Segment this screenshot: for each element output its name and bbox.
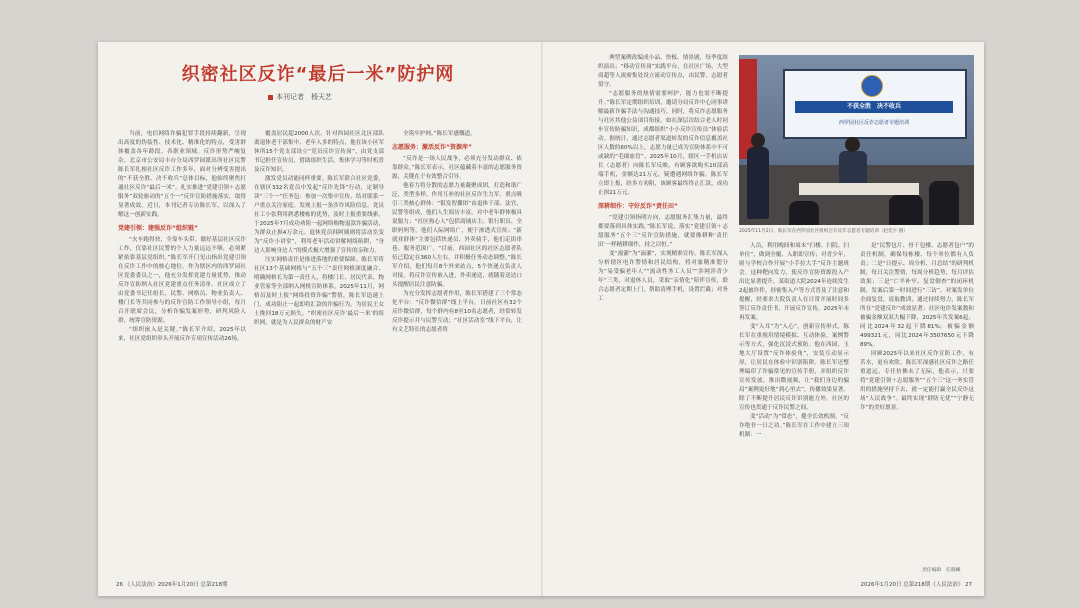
text-column-4: [598, 54, 728, 570]
editor-credit: 责任编辑 任晓曦: [922, 568, 961, 573]
paragraph: “党建引领指明方向，志愿服务汇集力量，最终都要落到具体实践。”陈长军说，落实“党建引领＋志愿服务”五个三“反诈宣防措施，就要像耕种‘责任田’一样精耕细作，持之以恒。”: [598, 215, 728, 248]
photo-screen-subtitle: 西罗园社区反诈志愿者专题培训: [838, 120, 909, 126]
paragraph: 全筑牢护网。”陈长军感慨道。: [403, 131, 476, 137]
paragraph: 激发党员动能同样重要。陈长军联合社区党委，在辖区332名党员中发起“反诈先锋”行动，定制导读“三个一”任务包：参加一次集中宣传、结对联系一户重点关注家庭、发现上报一条涉诈风险信息。党员社工小张利用熟悉楼栋的优势，及时上报重要线索，于2025年7月成功劝阻一起网络购物退款诈骗活动，为群众止损4万余元。退休党员韩阿姨则将活动室变为“反诈小讲堂”，利用老年活动讲解网络陷阱，“身边人影响身边人”的模式极大增强了宣传的亲和力。: [254, 176, 384, 254]
byline: [268, 92, 332, 102]
paragraph: 压实网格责任是推进落地的重要保障。陈长军将社区13个基础网格与“五个三”责任网格深度融合，明确网格长为第一责任人，将楼门长、居民代表、物业管家等全部纳入网格宣防体系。2025年11月，网格员及时上报“网络投资诈骗”警情，陈长军迅速上门，成功阻止一起即将汇款的诈骗行为。为居民王女士挽回18万元损失。“织密社区反诈‘最后一米’的组织网，就是为人民群众的财产安: [254, 257, 384, 326]
right-page-folio: 2026年1月20日 总第218期《人民法治》 27: [860, 582, 972, 588]
section-heading: 志愿服务：激活反诈“资源库”: [392, 144, 472, 151]
section-heading: 深耕细作：守好反诈“责任田”: [598, 203, 678, 210]
police-emblem-icon: [861, 75, 883, 97]
article-title: 织密社区反诈“最后一米”防护网: [181, 64, 455, 85]
paragraph: 覆盖居民超2000人次。针对西园社区北区部队离退休老干部集中、老年人多的特点，他在该小区军休所15个党支部设立“党员反诈宣传岗”，由党支部书记担任宣传员，借助组织生活、集体学习等时机普及反诈知识。: [254, 131, 384, 173]
section-heading: 党建引领：建强反诈“组织链”: [118, 225, 198, 232]
photo-banner: 不获全胜 决不收兵: [795, 101, 953, 113]
paragraph: 典型案例改编成小品、快板、情景剧，每季度组织演出；“移动宣传岗”实践平台，在社区广场、大型商超等人流密集处设立流动宣传点，由民警、志愿者值守。: [598, 55, 728, 88]
byline-text: 本刊记者 杨天艺: [276, 93, 332, 101]
officer-left-head: [751, 133, 765, 148]
paragraph: 变“漫灌”为“滴灌”，实现精准宣传。陈长军深入分析辖区电诈警情和居民结构，将对象精准划分为“易受骗老年人”“流动性务工人员”“涉网涉青少年”三类，对退休人员，采取“亲情化”陪伴宣传，联合志愿者定期上门，帮助清理手机，设置拦截；对务工: [598, 251, 728, 302]
paragraph: “组织嵌入是关键。”陈长军介绍，2025年以来，社区党组织牵头开展反诈专项宣传活动26场，: [118, 327, 246, 342]
byline-marker-icon: [268, 95, 273, 100]
paragraph: 为充分发挥志愿者作用，陈长军搭建了三个常态化平台：“反诈微信群”线上平台，日前社区有32个反诈微信群，每个群内有8至10名志愿者，经常转发反诈提示并与民警互动；“社区活动室”线下平台，让有文艺特长的志愿者将: [392, 291, 522, 333]
paragraph: 人员，利用晚间和周末“扫楼、扫院、扫单位”，做到全覆、入职即宣传；对青少年，则与学校合作开展“小手拉大手”反诈主题班会。这种靶向发力，使反诈宣防资源投入产出比显著提升。某街道大院2024年连续发生2起被诈件，经密集入户等方式普及了注意和提醒，经要求大院负责人在日常开展时间多签订反诈责任书，开展反诈宣传，2025年未再发案。: [739, 243, 849, 321]
officer-left: [747, 147, 769, 219]
paragraph: 当前，电信网络诈骗犯罪手段持续翻新，呈现出高度的伪装性、技术化、精准化的特点，受害群体覆盖各年龄段、各职业领域。反诈形势严峻复杂。北京市公安局丰台分局西罗园派出所社区民警陈长军扎根社区反诈工作多年，面对分辨受害提出的“不获全胜、决不收兵”总体目标，他始终聚焦打通社区反诈“最后一米”。扎实推进“党建引领＋志愿服务”双轮驱动的“五个一”反诈宣防措施落实，取得显著成效。近日，本刊记者专访陈长军，以深入了解这一创新实践。: [118, 131, 246, 218]
paragraph: 变“活动”为“常态”，健全长效机制。“反诈绝非一日之功。”陈长军在工作中建立三项机制：一: [739, 414, 849, 438]
paragraph: 他着力将分散的志愿力量凝聚成团，打造和谐广泛、类型多样、作用互补的社区反诈生力军。重点吸引三类核心群体：“银发智囊团”由退休干部、法官、民警等组成，他们人生阅历丰富，对中老年群体极具说服力；“社区热心人”包括商铺店主、银行职员、全职妈妈等，他们人际网络广，便于渗透式宣传；“新就业群体”主要包括快递员、外卖骑手，他们走街串巷、服务范围广。“目前，西园社区的社区志愿者队伍已稳定在360人左右，并积极任务动态调整。”陈长军介绍，他们每月8个外来站点，5个快递点负责人对接，将反诈宣传嵌入进，外卖递送，就随着送达口头提醒居民注意防骗。: [392, 183, 522, 288]
page-fold: [541, 42, 543, 596]
text-column-6: [860, 242, 974, 562]
paragraph: “火车跑得快，全靠车头带。做好基层社区反诈工作，仅靠社区民警的个人力量远远不够，必须紧紧依靠基层党组织。”陈长军开门见山指出党建引领在反诈工作中的核心地位。作为辖区内的西罗园社区党委委员之一，他充分发挥党建力量优势，推动反诈宣防纳入社区党建重点任务清单。社区成立了由党委书记任组长，民警、网格员、物业负责人、楼门长等共同参与的反诈宣防工作领导小组，每月召开联席会议，分析诈骗发案形势，研判风险人群，统筹宣防资源。: [118, 237, 246, 324]
magazine-spread: [98, 42, 984, 596]
left-page-folio: 26 《人民法治》2026年1月20日 总第218期: [116, 582, 228, 588]
text-column-3: [392, 130, 522, 570]
paragraph: 回顾2025年以来社区反诈宣防工作，有苦水，更有欢欣。陈长军深感社区反诈之路任重道远，专任仿佛未了无际，他表示，只要将“党建引领＋志愿服务”“五个三”这一务实管用的措施坚持下去，就一定能打赢全民反诈这场“人民战争”，最终实现“群防无忧”“宁静无诈”的美好愿景。: [860, 351, 974, 411]
paragraph: “志愿服务的热情需要呵护，能力也需不断提升。”陈长军定期组织培训，邀请分局反诈中心同事讲解最新诈骗手法与沟通技巧。同时，将反诈志愿服务与社区其他公益项目衔接，如在深层次结合老人时同步宣传防骗知识，成都组织“小小反诈宣传员”体验活动。据统计，通过志愿者渠道转发的反诈信息覆盖社区人数的60%以上，志愿力量已成为宣防体系中不可或缺的“毛细血管”。2025年10月，辖区一手机店店长（志愿者）向陈长军反映，有顾客欲购买10部高端手机，金额达21万元，疑遭遇网络诈骗。陈长军立即上报，经多方劝阻，该顾客最终终止汇款，成功止损21万元。: [598, 91, 728, 196]
audience-member: [929, 181, 959, 225]
photo-caption: 2025年11月2日，陈长军在西罗园社区组织召开反诈志愿者专题培训（赵佳宇 摄）: [739, 229, 908, 234]
text-column-1: [118, 130, 246, 570]
photo-table: [799, 183, 919, 195]
paragraph: 是“民警包片、骨干包楼、志愿者包户”的责任机制，确保每栋楼、每个单位都有人负责；二是“日提示、周分析、月总结”的研判机制，每日关注警情，每周分析趋势，每月评估效果；三是“亡羊补牢、复盘倒查”的闭环机制，发案后第一时间进行“三访”，对案发单位全面复盘，说取教训，通过持续努力，陈长军所在“党建反诈”成效显著；社区电诈发案数和被骗金额双双大幅下降，2025年共发案6起，同比2024年32起下降81%；被骗金额499321元，同比2024年3507650元下降89%。: [860, 243, 974, 348]
audience-member: [789, 201, 819, 225]
audience-member: [889, 195, 923, 225]
text-column-5: [739, 242, 849, 570]
text-column-2: [254, 130, 384, 570]
training-photo: [739, 55, 974, 225]
photo-screen: [783, 69, 967, 139]
speaker-head: [845, 137, 860, 152]
paragraph: “反诈是一场人民战争，必须充分发动群众、依靠群众。”陈长军表示，社区蕴藏着丰富的志愿服务资源，关键在于有效整合引导。: [392, 156, 522, 180]
paragraph: 变“入耳”为“入心”，创新宣传形式。陈长军在重视用情境模拟、互动体验，案例警示等方式，强化沉浸式预防。他在西园、玉地大厅设置“反诈体验角”，安装互动显示屏，让居民在体验中识别陷阱。陈长军还整理编印了诈骗常见的宣传手册，并组织反诈宣传发放。推出微视频，让“我们身边的骗局”案例更好地“到心里去”，传播效果显著。除了不断提升居民反诈识别能力外，社区的宣传也贯通于反诈民警之间。: [739, 324, 849, 411]
